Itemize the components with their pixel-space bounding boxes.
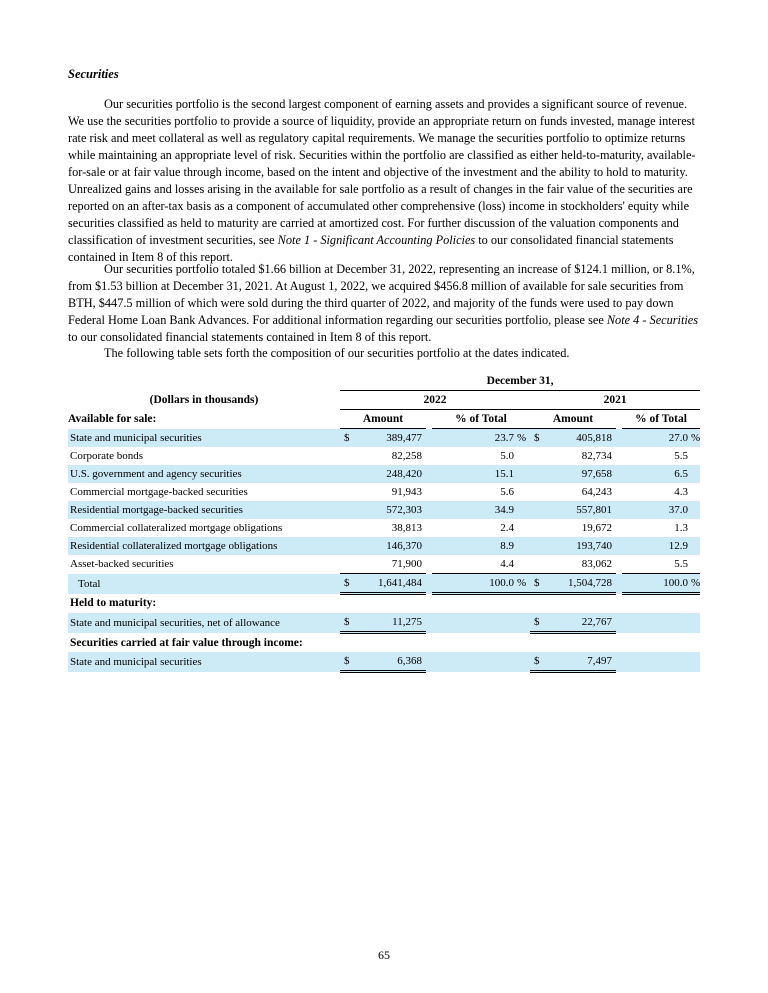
section-title: Securities	[68, 67, 119, 81]
htm-heading: Held to maturity:	[70, 597, 157, 610]
year-header-2021: 2021	[530, 391, 700, 410]
period-header: December 31,	[340, 372, 700, 391]
row-label: Residential collateralized mortgage obligations	[70, 540, 278, 552]
amount-2021: 7,497	[546, 652, 616, 672]
pct-2021: 37.0	[668, 504, 688, 516]
pct-sign: %	[514, 574, 530, 594]
currency-symbol: $	[534, 432, 540, 444]
row-label: U.S. government and agency securities	[70, 468, 242, 480]
paragraph-text: to our consolidated financial statements contained in Item 8 of this report.	[68, 330, 432, 344]
amount-2021: 22,767	[546, 613, 616, 633]
currency-symbol: $	[340, 613, 356, 633]
pct-2021: 6.5	[674, 468, 688, 480]
pct-2022: 15.1	[494, 468, 514, 480]
amount-2022: 11,275	[356, 613, 426, 633]
col-amount-2022: Amount	[340, 410, 426, 429]
paragraph-text: Our securities portfolio is the second largest component of earning assets and provides a significant source of revenue. We use the securities portfolio to provide a source of liquidity, provide an appropriate return on funds invested, manage interest rate risk and meet collateral as well as regulatory capital requirements. We manage the securities portfolio to optimize returns while maintaining an appropriate level of risk. Securities within the portfolio are classified as either held-to-maturity, available-for-sale or at fair value through income, based on the intent and objective of the investment and the ability to hold to maturity. Unrealized gains and losses arising in the available for sale portfolio as a result of changes in the fair value of the securities are reported on an after-tax basis as a component of accumulated other comprehensive (loss) income in stockholders' equity while securities classified as held to maturity are carried at amortized cost. For further discussion of the valuation components and classification of investment securities, see	[68, 97, 696, 247]
table-row	[68, 537, 700, 555]
pct-2021: 4.3	[674, 486, 688, 498]
amount-2021: 64,243	[581, 486, 612, 498]
paragraph-text: Our securities portfolio totaled $1.66 billion at December 31, 2022, representing an increase of $124.1 million, or 8.1%, from $1.53 billion at December 31, 2021. At August 1, 2022, we acquired $456.8 million of available for sale securities from BTH, $447.5 million of which were sold during the third quarter of 2022, and majority of the funds were used to pay down Federal Home Loan Bank Advances. For additional information regarding our securities portfolio, please see	[68, 262, 695, 327]
securities-table	[68, 372, 700, 673]
amount-2021: 193,740	[576, 540, 612, 552]
table-row	[68, 501, 700, 519]
currency-symbol: $	[340, 652, 356, 672]
paragraph-portfolio-total	[68, 261, 700, 346]
col-pct-2021: % of Total	[622, 410, 700, 429]
amount-2021: 1,504,728	[546, 574, 616, 594]
pct-2021: 100.0	[622, 574, 688, 594]
amount-2022: 6,368	[356, 652, 426, 672]
amount-2021: 83,062	[581, 558, 612, 570]
row-label: Commercial collateralized mortgage obligations	[70, 522, 283, 534]
paragraph-text: to our consolidated financial statements contained in Item 8 of this report.	[68, 233, 674, 264]
amount-2022: 248,420	[386, 468, 422, 480]
table-row	[68, 613, 700, 633]
paragraph-table-intro: The following table sets forth the composition of our securities portfolio at the dates indicated.	[104, 346, 570, 360]
table-row	[68, 652, 700, 672]
pct-sign: %	[688, 574, 700, 594]
amount-2022: 572,303	[386, 504, 422, 516]
currency-symbol: $	[344, 432, 350, 444]
pct-2022: 100.0	[432, 574, 514, 594]
pct-2022: 23.7	[494, 432, 514, 444]
fvti-heading: Securities carried at fair value through income:	[70, 637, 303, 649]
row-label: State and municipal securities	[70, 431, 202, 444]
currency-symbol: $	[340, 574, 356, 594]
pct-2022: 8.9	[500, 540, 514, 552]
col-pct-2022: % of Total	[432, 410, 530, 429]
amount-2021: 97,658	[581, 468, 612, 480]
amount-2022: 146,370	[386, 540, 422, 552]
pct-2022: 4.4	[500, 558, 514, 570]
pct-2022: 34.9	[494, 504, 514, 516]
amount-2022: 82,258	[391, 450, 422, 462]
page-number: 65	[378, 948, 390, 962]
pct-2021: 1.3	[674, 522, 688, 534]
amount-2021: 557,801	[576, 504, 612, 516]
amount-2022: 389,477	[386, 432, 422, 444]
pct-sign: %	[691, 432, 701, 444]
pct-sign: %	[517, 432, 527, 444]
afs-heading: Available for sale:	[68, 413, 157, 425]
pct-2022: 2.4	[500, 522, 514, 534]
row-label: Total	[78, 577, 101, 590]
amount-2022: 38,813	[391, 522, 422, 534]
row-label: Residential mortgage-backed securities	[70, 504, 243, 516]
currency-symbol: $	[530, 613, 546, 633]
pct-2021: 5.5	[674, 558, 688, 570]
row-label: State and municipal securities, net of allowance	[70, 616, 280, 629]
units-note: (Dollars in thousands)	[149, 394, 259, 406]
pct-2022: 5.0	[500, 450, 514, 462]
pct-2021: 5.5	[674, 450, 688, 462]
amount-2021: 82,734	[581, 450, 612, 462]
row-label: Asset-backed securities	[70, 558, 174, 571]
pct-2022: 5.6	[500, 486, 514, 498]
table-row	[68, 429, 700, 448]
table-row	[68, 483, 700, 501]
row-label: State and municipal securities	[70, 655, 202, 668]
pct-2021: 27.0	[668, 432, 688, 444]
col-amount-2021: Amount	[530, 410, 616, 429]
amount-2022: 71,900	[391, 558, 422, 570]
amount-2021: 19,672	[581, 522, 612, 534]
currency-symbol: $	[530, 574, 546, 594]
amount-2021: 405,818	[576, 432, 612, 444]
note-reference: Note 4 - Securities	[606, 313, 699, 327]
currency-symbol: $	[530, 652, 546, 672]
paragraph-overview	[68, 96, 700, 266]
row-label: Commercial mortgage-backed securities	[70, 486, 248, 498]
pct-2021: 12.9	[668, 540, 688, 552]
table-row	[68, 465, 700, 483]
table-row	[68, 555, 700, 574]
table-row	[68, 447, 700, 465]
note-reference: Note 1 - Significant Accounting Policies	[277, 233, 476, 247]
amount-2022: 91,943	[391, 486, 422, 498]
total-row	[68, 574, 700, 594]
amount-2022: 1,641,484	[356, 574, 426, 594]
year-header-2022: 2022	[340, 391, 530, 410]
table-row	[68, 519, 700, 537]
row-label: Corporate bonds	[70, 450, 144, 462]
